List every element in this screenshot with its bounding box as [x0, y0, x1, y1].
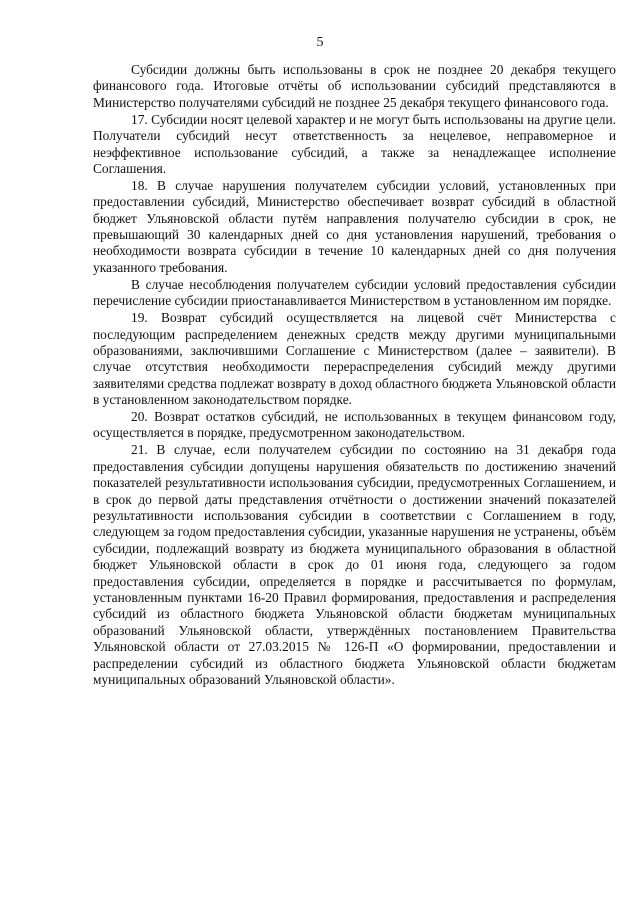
paragraph-item-20: 20. Возврат остатков субсидий, не использованных в текущем финансовом году, осуществляется в порядке, предусмотренном законодательством.: [93, 409, 616, 441]
paragraph-subsidy-deadline: Субсидии должны быть использованы в срок не позднее 20 декабря текущего финансового года. Итоговые отчёты об использовании субсидий представляются в Министерство получателями субсидий не позднее 25 декабря текущего финансового года.: [93, 62, 616, 110]
paragraph-suspension: В случае несоблюдения получателем субсидии условий предоставления субсидии перечисление субсидии приостанавливается Министерством в установленном им порядке.: [93, 276, 616, 309]
paragraph-item-21: 21. В случае, если получателем субсидии по состоянию на 31 декабря года предоставления субсидии допущены нарушения обязательств по достижению значений показателей результативности использования субсидии, предусмотренных Соглашением, и в срок до первой даты представления отчётности о достижении значений показателей результативности использования субсидии в соответствии с Соглашением в году, следующем за годом предоставления субсидии, указанные нарушения не устранены, объём субсидии, подлежащий возврату из бюджета муниципального образования в областной бюджет Ульяновской области в срок до 01 июня года, следующего за годом предоставления субсидии, определяется в порядке и рассчитывается по формулам, установленным пунктами 16-20 Правил формирования, предоставления и распределения субсидий из областного бюджета Ульяновской области бюджетам муниципальных образований Ульяновской области, утверждённых постановлением Правительства Ульяновской области от 27.03.2015 № 126-П «О формировании, предоставлении и распределении субсидий из областного бюджета Ульяновской области бюджетам муниципальных образований Ульяновской области».: [93, 442, 616, 688]
paragraph-item-18: 18. В случае нарушения получателем субсидии условий, установленных при предоставлении субсидий, Министерство обеспечивает возврат субсидий в областной бюджет Ульяновской области путём направления получателю субсидии в срок, не превышающий 30 календарных дней со дня установления нарушений, требования о необходимости возврата субсидии в течение 10 календарных дней со дня получения указанного требования.: [93, 177, 616, 275]
paragraph-item-19: 19. Возврат субсидий осуществляется на лицевой счёт Министерства с последующим распределением денежных средств между другими муниципальными образованиями, заключившими Соглашение с Министерством (далее – заявители). В случае отсутствия необходимости перераспределения субсидий между другими заявителями средства подлежат возврату в доход областного бюджета Ульяновской области в установленном законодательством порядке.: [93, 310, 616, 408]
paragraph-item-17: 17. Субсидии носят целевой характер и не могут быть использованы на другие цели. Получатели субсидий несут ответственность за нецелевое, неправомерное и неэффективное использование субсидий, а также за ненадлежащее исполнение Соглашения.: [93, 111, 616, 176]
page-number: 5: [316, 35, 324, 50]
document-body: [93, 62, 616, 689]
